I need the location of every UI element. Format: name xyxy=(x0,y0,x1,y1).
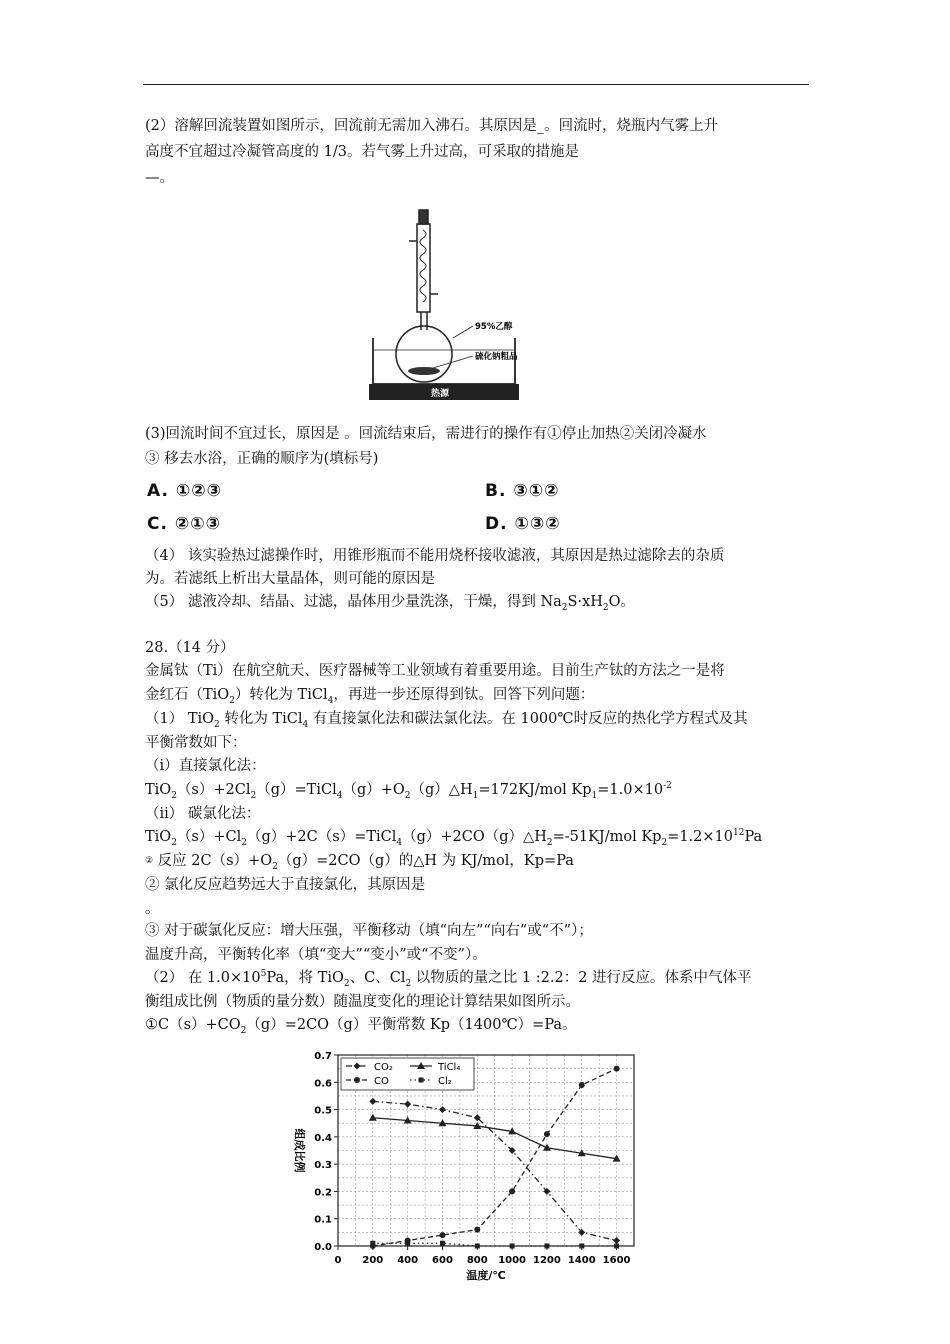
point-co xyxy=(614,1066,620,1072)
legend-marker-cl2 xyxy=(419,1078,424,1083)
x-tick-label: 1400 xyxy=(567,1255,596,1266)
q2-line-1: (2）溶解回流装置如图所示，回流前无需加入沸石。其原因是_。回流时，烧瓶内气雾上升 xyxy=(145,118,719,134)
sub-question-1: ② 反应 $2C(s)+O_2(g)=2CO(g)$的△H 为 KJ/mol，Kp=Pa xyxy=(145,853,574,872)
legend-label-cl2: Cl₂ xyxy=(438,1076,452,1087)
q5-line: （5） 滤液冷却、结晶、过滤，晶体用少量洗涤，干燥，得到 $Na_2S\cdot xH_2O$。 xyxy=(145,594,636,613)
y-tick-label: 0.3 xyxy=(314,1160,332,1172)
x-tick-label: 600 xyxy=(432,1255,453,1266)
q28-part1-line-1: （1） TiO$_2$ 转化为 TiCl$_4$ 有直接氯化法和碳法氯化法。在 1000℃时反应的热化学方程式及其 xyxy=(145,711,748,730)
point-ticl4 xyxy=(543,1144,551,1151)
sub-question-2-end: 。 xyxy=(145,901,160,917)
x-tick-label: 800 xyxy=(466,1255,488,1266)
q28-part2-line-2: 衡组成比例（物质的量分数）随温度变化的理论计算结果如图所示。 xyxy=(145,994,580,1010)
y-tick-label: 0.7 xyxy=(314,1051,332,1062)
option-a: A. ①②③ xyxy=(147,481,223,501)
equation-1: $TiO_2(s)+2Cl_2(g)=TiCl_4(g)+O_2(g)\triangle H_1=172KJ$/mol $Kp_1=1.0\times 10^{-2}$ xyxy=(145,781,672,801)
option-b: B. ③①② xyxy=(485,481,560,501)
carbochlorination-label: （ii） 碳氯化法： xyxy=(145,806,261,822)
q28-intro-2: 金红石（TiO$_2$）转化为 TiCl$_4$，再进一步还原得到钛。回答下列问题： xyxy=(145,687,595,706)
point-cl2 xyxy=(475,1244,480,1249)
composition-vs-temperature-chart xyxy=(280,1040,650,1302)
point-co xyxy=(439,1232,445,1238)
option-d: D. ①③② xyxy=(485,514,561,534)
point-cl2 xyxy=(510,1244,515,1249)
q2-line-2: 高度不宜超过冷凝管高度的 1/3。若气雾上升过高，可采取的措施是 xyxy=(145,144,579,160)
y-tick-label: 0.2 xyxy=(314,1187,332,1199)
legend-label-co: CO xyxy=(374,1076,389,1087)
sub-question-2: ② 氯化反应趋势远大于直接氯化，其原因是 xyxy=(145,877,426,893)
point-cl2 xyxy=(579,1244,584,1249)
q2-line-3: —。 xyxy=(145,170,174,186)
point-cl2 xyxy=(370,1241,375,1246)
legend-label-ticl4: TiCl₄ xyxy=(438,1062,461,1073)
option-c: C. ②①③ xyxy=(147,514,222,534)
x-tick-label: 200 xyxy=(362,1255,384,1266)
legend-marker-co xyxy=(354,1077,360,1083)
sub-question-3-line-1: ③ 对于碳氯化反应：增大压强，平衡移动（填“向左”“向右”或“不”）； xyxy=(145,923,593,939)
point-co2 xyxy=(613,1237,620,1244)
point-cl2 xyxy=(614,1244,619,1249)
heater-label: 热源 xyxy=(431,389,450,399)
q28-part2-line-1: （2） 在 $1.0\times 10^5Pa$，将 TiO$_2$、C、$Cl_2$ 以物质的量之比 1 :2.2：2 进行反应。体系中气体平 xyxy=(145,969,752,989)
sub-question-3-line-2: 温度升高，平衡转化率（填“变大”“变小”或“不变”）。 xyxy=(145,947,487,963)
y-tick-label: 0.0 xyxy=(314,1242,332,1253)
q28-intro-1: 金属钛（Ti）在航空航天、医疗器械等工业领域有着重要用途。目前生产钛的方法之一是将 xyxy=(145,663,725,679)
direct-chlorination-label: （i）直接氯化法： xyxy=(145,758,266,774)
legend-label-co2: CO₂ xyxy=(374,1062,393,1073)
sample-label: 硫化钠粗品 xyxy=(475,352,518,362)
x-tick-label: 1000 xyxy=(498,1255,527,1266)
leader-ethanol xyxy=(453,326,473,338)
point-co2 xyxy=(369,1098,376,1105)
leader-sample xyxy=(433,356,473,368)
y-tick-label: 0.5 xyxy=(314,1105,332,1117)
x-tick-label: 400 xyxy=(397,1255,419,1266)
x-tick-label: 1600 xyxy=(602,1255,631,1266)
y-axis-label: 组成比例 xyxy=(293,1128,306,1173)
reflux-apparatus-figure xyxy=(365,208,575,404)
q28-part2-line-3: $①C(s)+CO_2(g)=2CO(g)$平衡常数 Kp（1400℃）=Pa。 xyxy=(145,1017,577,1036)
y-tick-label: 0.6 xyxy=(314,1078,332,1090)
q3-line-2: ③ 移去水浴，正确的顺序为(填标号) xyxy=(145,451,379,467)
q3-line-1: (3)回流时间不宜过长，原因是 。回流结束后，需进行的操作有①停止加热②关闭冷凝水 xyxy=(145,426,707,442)
condenser-coil xyxy=(420,230,426,302)
q4-line-2: 为。若滤纸上析出大量晶体，则可能的原因是 xyxy=(145,571,435,587)
y-tick-label: 0.1 xyxy=(314,1214,332,1226)
point-cl2 xyxy=(405,1241,410,1246)
condenser-stopper xyxy=(419,210,428,224)
q4-line-1: （4） 该实验热过滤操作时，用锥形瓶而不能用烧杯接收滤液，其原因是热过滤除去的杂质 xyxy=(145,548,725,564)
point-co2 xyxy=(404,1101,411,1108)
equation-2: $TiO_2(s)+Cl_2(g)+2C(s)=TiCl_4(g)+2CO(g)\triangle H_2=-51KJ$/mol $Kp_2=1.2\times 10^{12}Pa$ xyxy=(145,828,763,848)
point-co xyxy=(509,1188,515,1194)
header-rule xyxy=(143,84,809,85)
q28-part1-line-2: 平衡常数如下： xyxy=(145,735,247,751)
x-axis-label: 温度/℃ xyxy=(466,1269,506,1282)
x-tick-label: 0 xyxy=(334,1255,342,1266)
point-co xyxy=(474,1227,480,1233)
y-tick-label: 0.4 xyxy=(314,1132,332,1144)
point-cl2 xyxy=(440,1241,445,1246)
point-cl2 xyxy=(544,1244,549,1249)
point-co2 xyxy=(439,1106,446,1113)
x-tick-label: 1200 xyxy=(533,1255,561,1266)
point-co xyxy=(544,1131,550,1137)
q28-title: 28.（14 分） xyxy=(145,640,235,656)
crude-sample xyxy=(408,367,440,375)
point-co xyxy=(579,1082,585,1088)
ethanol-label: 95%乙醇 xyxy=(475,322,513,332)
point-ticl4 xyxy=(369,1114,377,1121)
